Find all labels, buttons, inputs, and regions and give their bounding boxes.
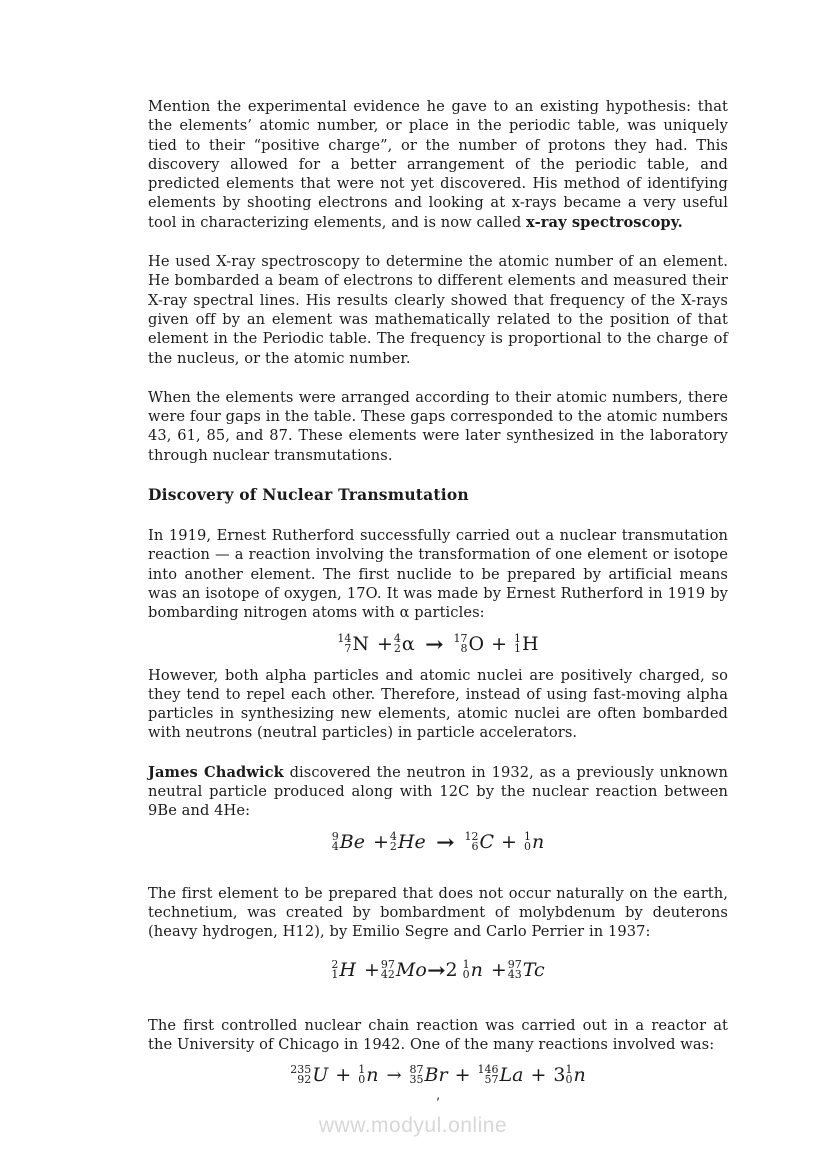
element-symbol: Be [339, 830, 365, 853]
coefficient: 3 [553, 1064, 566, 1087]
nuclide-n [565, 1064, 585, 1086]
page-content [148, 97, 728, 1111]
nuclide-scripts [393, 631, 401, 655]
mass-number: 87 [409, 1063, 424, 1077]
reaction-arrow: → [386, 1064, 402, 1086]
mass-number: 17 [453, 631, 468, 645]
atomic-number: 0 [565, 1073, 573, 1087]
nuclide-scripts [453, 631, 468, 655]
element-symbol: n [531, 830, 545, 853]
mass-number: 1 [462, 957, 470, 971]
mass-number: 14 [337, 631, 352, 645]
nuclide-scripts [464, 829, 479, 853]
element-symbol: N [352, 632, 369, 655]
nuclide-He [390, 831, 426, 853]
nuclide-scripts [478, 1065, 499, 1085]
element-symbol: He [397, 830, 426, 853]
element-symbol: H [339, 958, 356, 981]
plus-operator: + [490, 958, 507, 981]
atomic-number: 42 [380, 967, 395, 981]
plus-operator: + [491, 632, 508, 655]
atomic-number: 0 [523, 839, 531, 853]
nuclide-scripts [410, 1065, 424, 1085]
atomic-number: 2 [393, 641, 401, 655]
bold-phrase-xray-spectroscopy: x-ray spectroscopy. [526, 213, 683, 231]
equation-uranium-fission [148, 1054, 728, 1086]
plus-operator: + [372, 830, 389, 853]
plus-operator: + [454, 1064, 471, 1087]
nuclide-scripts [523, 829, 531, 853]
element-symbol: n [366, 1064, 379, 1087]
atomic-number: 4 [331, 839, 339, 853]
element-symbol: n [573, 1064, 586, 1087]
paragraph-xray-evidence [148, 97, 728, 232]
atomic-number: 7 [344, 641, 352, 655]
plus-operator: + [363, 958, 380, 981]
atomic-number: 57 [484, 1073, 499, 1087]
element-symbol: O [468, 632, 485, 655]
element-symbol: n [470, 958, 483, 981]
nuclide-n [463, 959, 483, 981]
watermark-url: www.modyul.online [318, 1114, 508, 1137]
mass-number: 146 [477, 1063, 499, 1077]
nuclide-C [465, 831, 495, 853]
element-symbol: Br [424, 1064, 448, 1087]
nuclide-scripts [507, 957, 522, 981]
reaction-arrow: → [426, 957, 446, 982]
nuclide-n [358, 1064, 378, 1086]
nuclide-scripts [337, 631, 352, 655]
mass-number: 1 [514, 631, 522, 645]
element-symbol: H [522, 632, 539, 655]
section-heading-nuclear-transmutation: Discovery of Nuclear Transmutation [148, 485, 469, 505]
mass-number: 2 [331, 957, 339, 971]
paragraph-text: discovered the neutron in 1932, as a previously unknown neutral particle produced along with 12C by the nuclear reaction between 9Be and 4He: [148, 763, 728, 820]
mass-number: 4 [393, 631, 401, 645]
atomic-number: 1 [514, 641, 522, 655]
atomic-number: 92 [297, 1073, 312, 1087]
nuclide-Tc [508, 959, 545, 981]
nuclide-O [454, 633, 485, 655]
atomic-number: 6 [471, 839, 479, 853]
paragraph-spectroscopy-method: He used X-ray spectroscopy to determine the atomic number of an element. He bombarded a beam of electrons to different elements and measured their X-ray spectral lines. His results clearly showed that frequency of the X-rays given off by an element was mathematically related to the position of that element in the Periodic table. The frequency is proportional to the charge of the nucleus, or the atomic number. [148, 253, 728, 367]
plus-operator: + [530, 1064, 547, 1087]
nuclide-Br [410, 1064, 448, 1086]
atomic-number: 43 [507, 967, 522, 981]
equation-chadwick-neutron [148, 821, 728, 854]
nuclide-scripts [389, 829, 397, 853]
mass-number: 1 [565, 1063, 573, 1077]
mass-number: 9 [331, 829, 339, 843]
bold-phrase-james-chadwick: James Chadwick [148, 763, 284, 781]
equation-technetium-synthesis [148, 942, 728, 982]
paragraph-chadwick [148, 763, 728, 821]
nuclide-scripts [380, 957, 395, 981]
nuclide-α [394, 633, 415, 655]
element-symbol: C [479, 830, 495, 853]
element-symbol: α [401, 632, 415, 655]
paragraph-alpha-repulsion: However, both alpha particles and atomic nuclei are positively charged, so they tend to repel each other. Therefore, instead of using fast-moving alpha particles in synthesizing new elements, atomic nuclei are often bombarded with neutrons (neutral particles) in particle accelerators. [148, 666, 728, 742]
nuclide-H [331, 959, 356, 981]
mass-number: 97 [507, 957, 522, 971]
nuclide-H [514, 633, 539, 655]
mass-number: 235 [290, 1063, 312, 1077]
nuclide-U [290, 1064, 328, 1086]
paragraph-rutherford-1919: In 1919, Ernest Rutherford successfully carried out a nuclear transmutation reaction — a reaction involving the transformation of one element or isotope into another element. The first nuclide to be prepared by artificial means was an isotope of oxygen, 17O. It was made by Ernest Rutherford in 1919 by bombarding nitrogen atoms with α particles: [148, 527, 728, 622]
nuclide-La [478, 1064, 524, 1086]
nuclide-scripts [290, 1065, 311, 1085]
nuclide-scripts [565, 1065, 572, 1085]
mass-number: 12 [464, 829, 479, 843]
nuclide-scripts [358, 1065, 365, 1085]
nuclide-N [337, 633, 369, 655]
element-symbol: La [499, 1064, 524, 1087]
paragraph-text: Mention the experimental evidence he gave to an existing hypothesis: that the elements’ atomic number, or place in the periodic table, was uniquely tied to their “positive charge”, or the number of protons they had. This discovery allowed for a better arrangement of the periodic table, and predicted elements that were not yet discovered. His method of identifying elements by shooting electrons and looking at x-rays became a very useful tool in characterizing elements, and is now called [148, 98, 728, 231]
reaction-arrow: → [435, 829, 455, 854]
nuclide-scripts [462, 957, 470, 981]
mass-number: 1 [358, 1063, 366, 1077]
paragraph-chain-reaction: The first controlled nuclear chain reaction was carried out in a reactor at the University of Chicago in 1942. One of the many reactions involved was: [148, 1016, 728, 1053]
element-symbol: Tc [522, 958, 545, 981]
plus-operator: + [377, 632, 393, 655]
element-symbol: Mo [395, 958, 427, 981]
mass-number: 97 [380, 957, 395, 971]
mass-number: 1 [523, 829, 531, 843]
element-symbol: U [312, 1064, 329, 1087]
nuclide-scripts [331, 829, 339, 853]
stray-mark: ’ [435, 1096, 441, 1112]
equation-rutherford-transmutation [148, 623, 728, 656]
paragraph-technetium: The first element to be prepared that does not occur naturally on the earth, technetium, was created by bombardment of molybdenum by deuterons (heavy hydrogen, H12), by Emilio Segre and Carlo Perrier in 1937: [148, 884, 728, 941]
nuclide-scripts [514, 631, 522, 655]
mass-number: 4 [389, 829, 397, 843]
atomic-number: 1 [331, 967, 339, 981]
atomic-number: 0 [462, 967, 470, 981]
nuclide-Mo [381, 959, 427, 981]
atomic-number: 0 [358, 1073, 366, 1087]
paragraph-table-gaps: When the elements were arranged according to their atomic numbers, there were four gaps in the table. These gaps corresponded to the atomic numbers 43, 61, 85, and 87. These elements were later synthesized in the laboratory through nuclear transmutations. [148, 388, 728, 464]
nuclide-n [524, 831, 544, 853]
nuclide-Be [332, 831, 365, 853]
atomic-number: 2 [389, 839, 397, 853]
reaction-arrow: → [424, 631, 444, 656]
coefficient: 2 [445, 958, 458, 981]
atomic-number: 8 [460, 641, 468, 655]
plus-operator: + [501, 830, 517, 853]
atomic-number: 35 [409, 1073, 424, 1087]
plus-operator: + [335, 1064, 352, 1087]
nuclide-scripts [331, 957, 339, 981]
